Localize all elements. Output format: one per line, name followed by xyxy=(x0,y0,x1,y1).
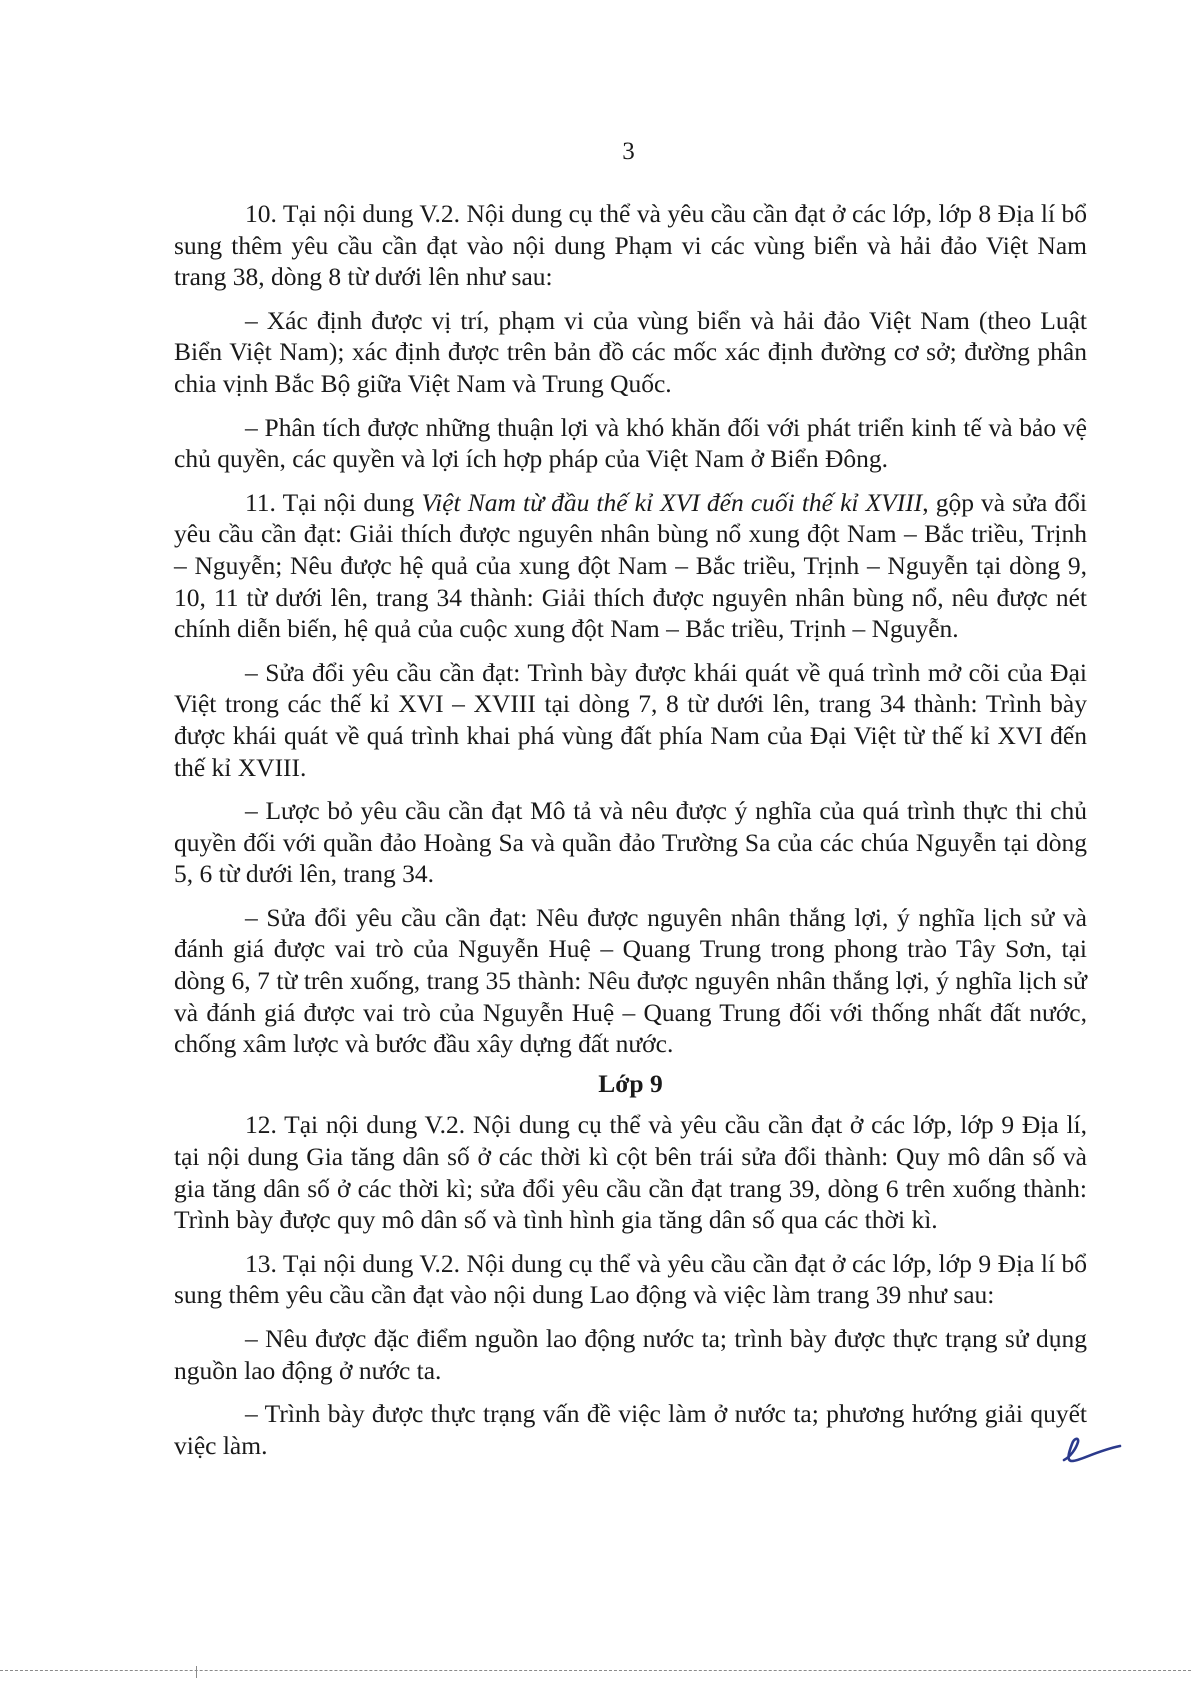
paragraph-13: 13. Tại nội dung V.2. Nội dung cụ thể và yêu cầu cần đạt ở các lớp, lớp 9 Địa lí bổ sung thêm yêu cầu cần đạt vào nội dung Lao động và việc làm trang 39 như sau: xyxy=(174,1248,1087,1310)
paragraph-11-prefix: 11. Tại nội dung xyxy=(245,487,422,517)
paragraph-10-item-2: – Phân tích được những thuận lợi và khó khăn đối với phát triển kinh tế và bảo vệ chủ quyền, các quyền và lợi ích hợp pháp của Việt Nam ở Biển Đông. xyxy=(174,412,1087,474)
paragraph-11-item-2: – Lược bỏ yêu cầu cần đạt Mô tả và nêu được ý nghĩa của quá trình thực thi chủ quyền đối với quần đảo Hoàng Sa và quần đảo Trường Sa của các chúa Nguyễn tại dòng 5, 6 từ dưới lên, trang 34. xyxy=(174,796,1087,889)
paragraph-10-item-1: – Xác định được vị trí, phạm vi của vùng biển và hải đảo Việt Nam (theo Luật Biển Việt Nam); xác định được trên bản đồ các mốc xác định đường cơ sở; đường phân chia vịnh Bắc Bộ giữa Việt Nam và Trung Quốc. xyxy=(174,305,1087,398)
section-heading-lop-9: Lớp 9 xyxy=(598,1068,663,1098)
bottom-scan-edge xyxy=(0,1670,1191,1671)
paragraph-12: 12. Tại nội dung V.2. Nội dung cụ thể và yêu cầu cần đạt ở các lớp, lớp 9 Địa lí, tại nội dung Gia tăng dân số ở các thời kì cột bên trái sửa đổi thành: Quy mô dân số và gia tăng dân số ở các thời kì; sửa đổi yêu cầu cần đạt trang 39, dòng 6 trên xuống thành: Trình bày được quy mô dân số và tình hình gia tăng dân số qua các thời kì. xyxy=(174,1110,1087,1235)
initial-signature xyxy=(1060,1433,1122,1465)
page-number: 3 xyxy=(622,138,635,165)
paragraph-11-item-3: – Sửa đổi yêu cầu cần đạt: Nêu được nguyên nhân thắng lợi, ý nghĩa lịch sử và đánh giá được vai trò của Nguyễn Huệ – Quang Trung trong phong trào Tây Sơn, tại dòng 6, 7 từ trên xuống, trang 35 thành: Nêu được nguyên nhân thắng lợi, ý nghĩa lịch sử và đánh giá được vai trò của Nguyễn Huệ – Quang Trung đối với thống nhất đất nước, chống xâm lược và bước đầu xây dựng đất nước. xyxy=(174,902,1087,1059)
paragraph-13-item-1: – Nêu được đặc điểm nguồn lao động nước ta; trình bày được thực trạng sử dụng nguồn lao động ở nước ta. xyxy=(174,1324,1087,1385)
paragraph-11-item-1: – Sửa đổi yêu cầu cần đạt: Trình bày được khái quát về quá trình mở cõi của Đại Việt trong các thế kỉ XVI – XVIII tại dòng 7, 8 từ dưới lên, trang 34 thành: Trình bày được khái quát về quá trình khai phá vùng đất phía Nam của Đại Việt từ thế kỉ XVI đến thế kỉ XVIII. xyxy=(174,657,1087,782)
paragraph-13-item-2: – Trình bày được thực trạng vấn đề việc làm ở nước ta; phương hướng giải quyết việc làm. xyxy=(174,1399,1087,1460)
paragraph-11-suffix: , gộp và sửa đổi yêu cầu cần đạt: Giải thích được nguyên nhân bùng nổ xung đột Nam – Bắc triều, Trịnh – Nguyễn; Nêu được hệ quả của xung đột Nam – Bắc triều, Trịnh – Nguyễn tại dòng 9, 10, 11 từ dưới lên, trang 34 thành: Giải thích được nguyên nhân bùng nổ, nêu được nét chính diễn biến, hệ quả của cuộc xung đột Nam – Bắc triều, Trịnh – Nguyễn. xyxy=(174,487,1087,644)
bottom-scan-tick xyxy=(196,1666,197,1678)
paragraph-10: 10. Tại nội dung V.2. Nội dung cụ thể và yêu cầu cần đạt ở các lớp, lớp 8 Địa lí bổ sung thêm yêu cầu cần đạt vào nội dung Phạm vi các vùng biển và hải đảo Việt Nam trang 38, dòng 8 từ dưới lên như sau: xyxy=(174,199,1087,292)
document-body xyxy=(174,198,1087,1473)
paragraph-11-italic-title: Việt Nam từ đầu thế kỉ XVI đến cuối thế kỉ XVIII xyxy=(421,487,923,517)
paragraph-11 xyxy=(174,487,1087,645)
